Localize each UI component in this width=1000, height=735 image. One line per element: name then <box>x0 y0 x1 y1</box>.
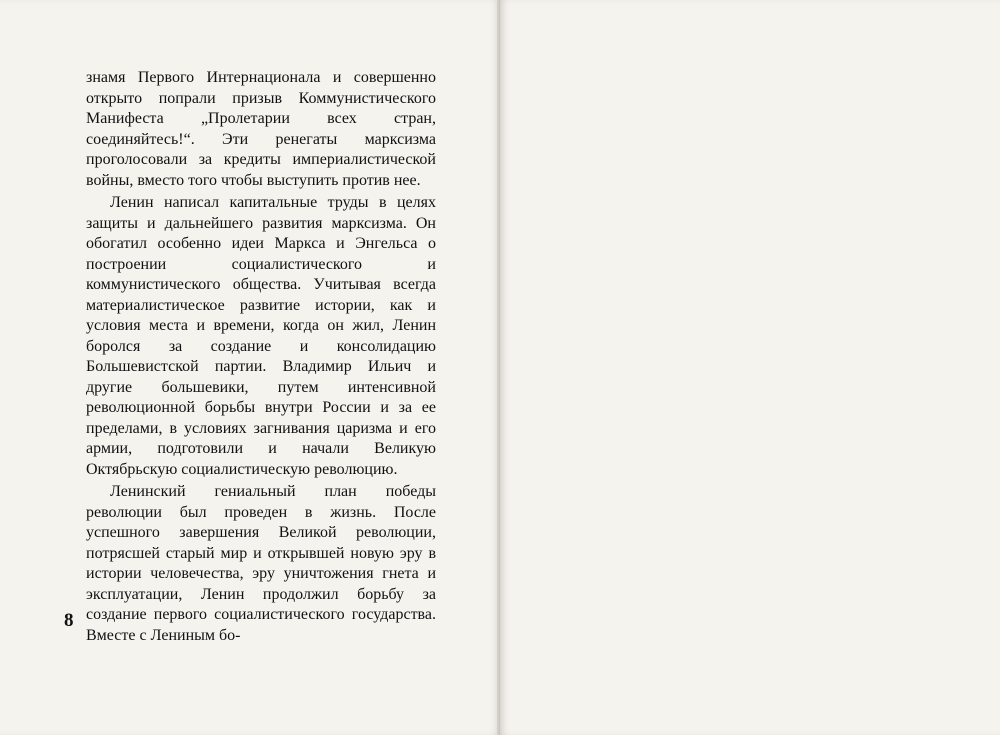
left-paragraph-2: Ленин написал капитальные труды в целях защиты и дальнейшего развития марксизма. Он обогатил особенно идеи Маркса и Энгельса о построении социалистического и коммунистического общества. Учитывая всегда материалистическое развитие истории, как и условия места и времени, когда он жил, Ленин боролся за создание и консолидацию Большевистской партии. Владимир Ильич и другие большевики, путем интенсивной революционной борьбы внутри России и за ее пределами, в условиях загнивания царизма и его армии, подготовили и начали Великую Октябрьскую социалистическую революцию. <box>86 194 436 478</box>
left-paragraph-1: знамя Первого Интернационала и совершенно открыто попрали призыв Коммунистического Манифеста „Пролетарии всех стран, соединяйтесь!“. Эти ренегаты марксизма проголосовали за кредиты империалистической войны, вместо того чтобы выступить против нее. <box>86 69 436 189</box>
left-paragraph-3: Ленинский гениальный план победы революции был проведен в жизнь. После успешного завершения Великой революции, потрясшей старый мир и открывшей новую эру в истории человечества, эру уничтожения гнета и эксплуатации, Ленин продолжил борьбу за создание первого социалистического государства. Вместе с Лениным бо- <box>86 483 436 644</box>
page-number-left: 8 <box>64 610 74 631</box>
left-page-text <box>86 68 436 646</box>
right-page <box>500 0 1000 735</box>
